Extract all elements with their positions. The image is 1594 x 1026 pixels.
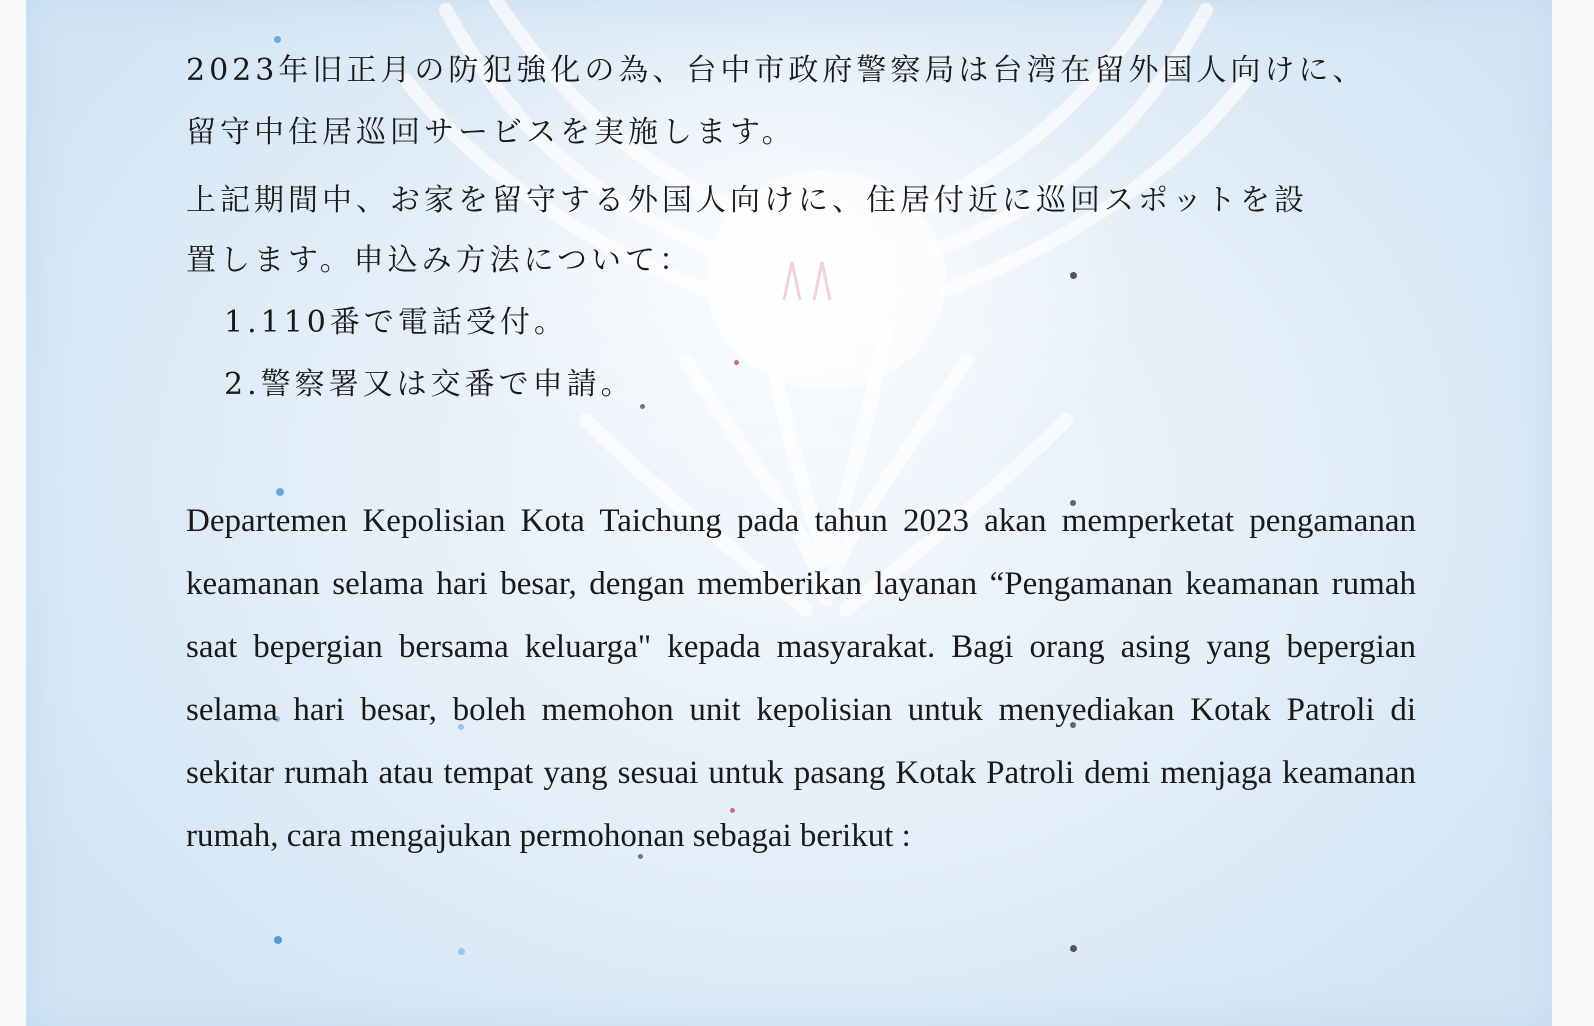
japanese-paragraph-2-line-1: 上記期間中、お家を留守する外国人向けに、住居付近に巡回スポットを設 xyxy=(186,183,1308,218)
indonesian-paragraph: Departemen Kepolisian Kota Taichung pada tahun 2023 akan memperketat pengamanan keamanan selama hari besar, dengan memberikan layanan “Pengamanan keamanan rumah saat bepergian bersama keluarga" kepada masyarakat. Bagi orang asing yang bepergian selama hari besar, boleh memohon unit kepolisian untuk menyediakan Kotak Patroli di sekitar rumah atau tempat yang sesuai untuk pasang Kotak Patroli demi menjaga keamanan rumah, cara mengajukan permohonan sebagai berikut : xyxy=(186,503,1416,854)
japanese-list-item-2: 2.警察署又は交番で申請。 xyxy=(224,367,635,402)
scan-speck xyxy=(274,36,281,43)
scan-speck xyxy=(1070,272,1077,279)
document-page xyxy=(26,0,1552,1026)
scan-speck xyxy=(458,948,465,955)
japanese-paragraph-2-line-2: 置します。申込み方法について： xyxy=(186,243,693,278)
scan-speck xyxy=(1070,945,1077,952)
japanese-paragraph-1-line-1: 2023年旧正月の防犯強化の為、台中市政府警察局は台湾在留外国人向けに、 xyxy=(186,53,1367,88)
scan-speck xyxy=(734,360,739,365)
scan-speck xyxy=(640,404,645,409)
japanese-paragraph-1-line-2: 留守中住居巡回サービスを実施します。 xyxy=(186,115,796,150)
scan-speck xyxy=(274,936,282,944)
japanese-list-item-1: 1.110番で電話受付。 xyxy=(224,305,568,340)
